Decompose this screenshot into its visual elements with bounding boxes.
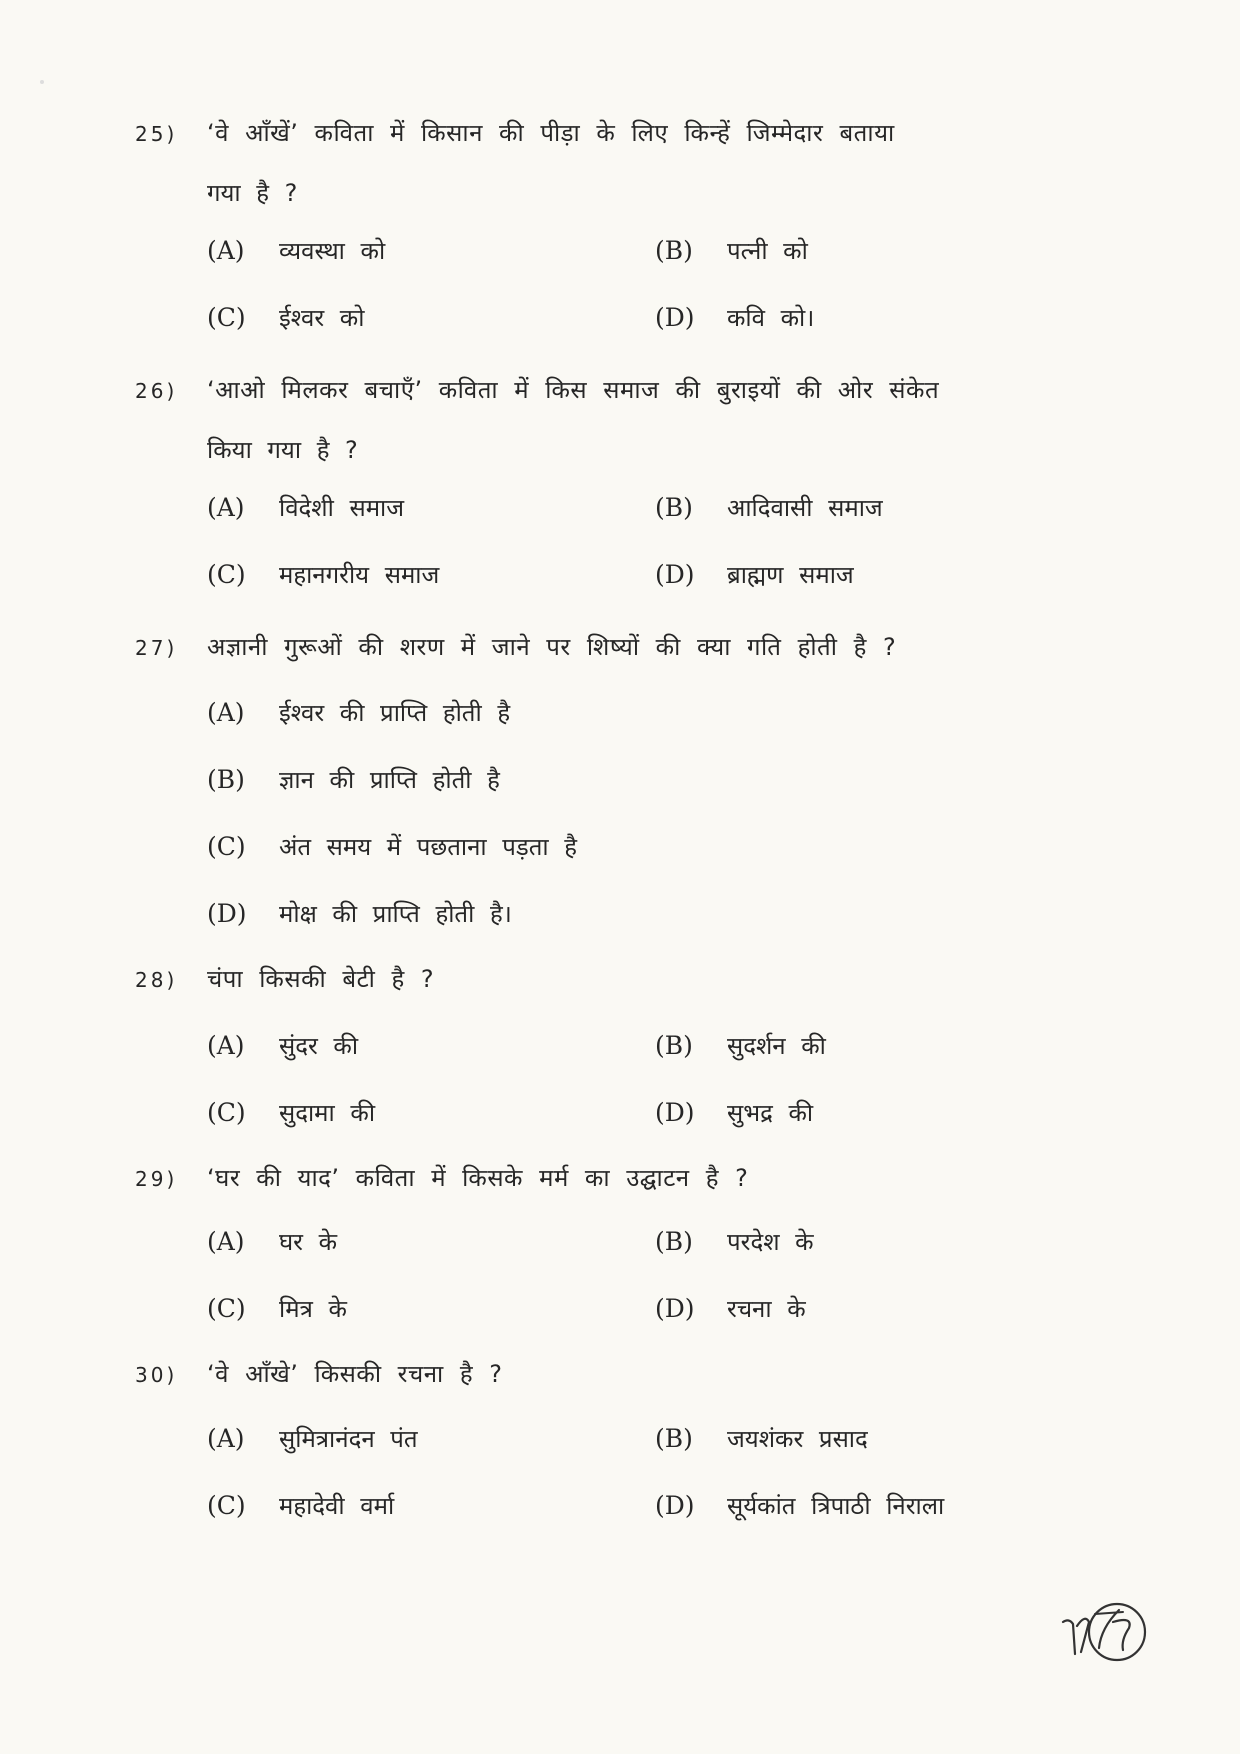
question-27 — [135, 630, 896, 663]
option-d — [207, 897, 512, 930]
question-number: 26) — [135, 379, 178, 403]
option-a — [207, 1422, 418, 1455]
option-text: महानगरीय समाज — [279, 561, 440, 589]
option-text: सुमित्रानंदन पंत — [279, 1425, 418, 1453]
option-c — [207, 1096, 375, 1129]
question-29 — [135, 1161, 748, 1194]
option-d — [655, 301, 814, 334]
option-text: जयशंकर प्रसाद — [727, 1425, 868, 1453]
option-c — [207, 1489, 394, 1522]
option-label: (A) — [207, 698, 245, 727]
option-b — [655, 1225, 814, 1258]
option-label: (B) — [655, 1031, 693, 1060]
option-d — [655, 1489, 944, 1522]
option-label: (A) — [207, 493, 245, 522]
option-label: (B) — [655, 236, 693, 265]
option-label: (C) — [207, 560, 246, 589]
option-text: परदेश के — [727, 1228, 814, 1256]
option-b — [655, 491, 883, 524]
option-c — [207, 301, 364, 334]
option-label: (D) — [655, 303, 695, 332]
question-25 — [135, 116, 895, 149]
option-label: (C) — [207, 1294, 246, 1323]
option-label: (D) — [655, 1098, 695, 1127]
option-label: (D) — [655, 1491, 695, 1520]
option-text: मित्र के — [279, 1295, 347, 1323]
option-a — [207, 1225, 337, 1258]
option-b — [655, 1029, 826, 1062]
handwritten-signature — [1055, 1592, 1175, 1672]
option-label: (B) — [655, 493, 693, 522]
option-text: महादेवी वर्मा — [279, 1492, 395, 1520]
question-number: 30) — [135, 1363, 178, 1387]
option-text: ईश्वर को — [279, 304, 365, 332]
option-text: सुदामा की — [279, 1099, 376, 1127]
option-text: ज्ञान की प्राप्ति होती है — [279, 766, 500, 794]
option-label: (A) — [207, 1031, 245, 1060]
question-text: अज्ञानी गुरूओं की शरण में जाने पर शिष्यों की क्या गति होती है ? — [207, 633, 897, 661]
option-text: सूर्यकांत त्रिपाठी निराला — [727, 1492, 945, 1520]
option-text: सुंदर की — [279, 1032, 359, 1060]
scan-speck — [40, 80, 44, 84]
option-label: (C) — [207, 1098, 246, 1127]
option-c — [207, 1292, 347, 1325]
option-a — [207, 1029, 358, 1062]
option-a — [207, 491, 404, 524]
question-text: ‘घर की याद’ कविता में किसके मर्म का उद्घाटन है ? — [207, 1164, 749, 1192]
option-label: (B) — [655, 1227, 693, 1256]
option-label: (A) — [207, 236, 245, 265]
question-text: ‘वे आँखे’ किसकी रचना है ? — [207, 1360, 503, 1388]
option-label: (B) — [655, 1424, 693, 1453]
option-b — [655, 234, 808, 267]
option-d — [655, 1096, 813, 1129]
question-text: चंपा किसकी बेटी है ? — [207, 965, 435, 993]
option-label: (A) — [207, 1227, 245, 1256]
option-label: (D) — [655, 560, 695, 589]
option-c — [207, 830, 577, 863]
question-text: ‘वे आँखें’ कविता में किसान की पीड़ा के लिए किन्हें जिम्मेदार बताया — [207, 119, 895, 147]
option-label: (A) — [207, 1424, 245, 1453]
option-text: आदिवासी समाज — [727, 494, 883, 522]
option-text: घर के — [279, 1228, 338, 1256]
option-d — [655, 1292, 806, 1325]
option-b — [207, 763, 500, 796]
option-label: (C) — [207, 1491, 246, 1520]
question-number: 29) — [135, 1167, 178, 1191]
option-label: (C) — [207, 832, 246, 861]
option-text: सुभद्र की — [727, 1099, 814, 1127]
option-text: ईश्वर की प्राप्ति होती है — [279, 699, 511, 727]
question-continuation: गया है ? — [207, 179, 298, 207]
option-text: ब्राह्मण समाज — [727, 561, 854, 589]
option-b — [655, 1422, 868, 1455]
question-text: ‘आओ मिलकर बचाएँ’ कविता में किस समाज की बुराइयों की ओर संकेत — [207, 376, 940, 404]
option-d — [655, 558, 854, 591]
option-text: अंत समय में पछताना पड़ता है — [279, 833, 578, 861]
question-28 — [135, 962, 434, 995]
option-a — [207, 696, 510, 729]
option-text: पत्नी को — [727, 237, 808, 265]
question-number: 25) — [135, 122, 178, 146]
question-number: 27) — [135, 636, 178, 660]
question-30 — [135, 1357, 503, 1390]
question-26 — [135, 373, 939, 406]
option-text: मोक्ष की प्राप्ति होती है। — [279, 900, 512, 928]
option-text: सुदर्शन की — [727, 1032, 826, 1060]
option-a — [207, 234, 385, 267]
question-continuation: किया गया है ? — [207, 436, 358, 464]
option-c — [207, 558, 439, 591]
option-label: (C) — [207, 303, 246, 332]
option-label: (D) — [207, 899, 247, 928]
question-number: 28) — [135, 968, 178, 992]
option-text: रचना के — [727, 1295, 806, 1323]
option-text: विदेशी समाज — [279, 494, 405, 522]
option-label: (B) — [207, 765, 245, 794]
option-label: (D) — [655, 1294, 695, 1323]
option-text: कवि को। — [727, 304, 815, 332]
option-text: व्यवस्था को — [279, 237, 386, 265]
